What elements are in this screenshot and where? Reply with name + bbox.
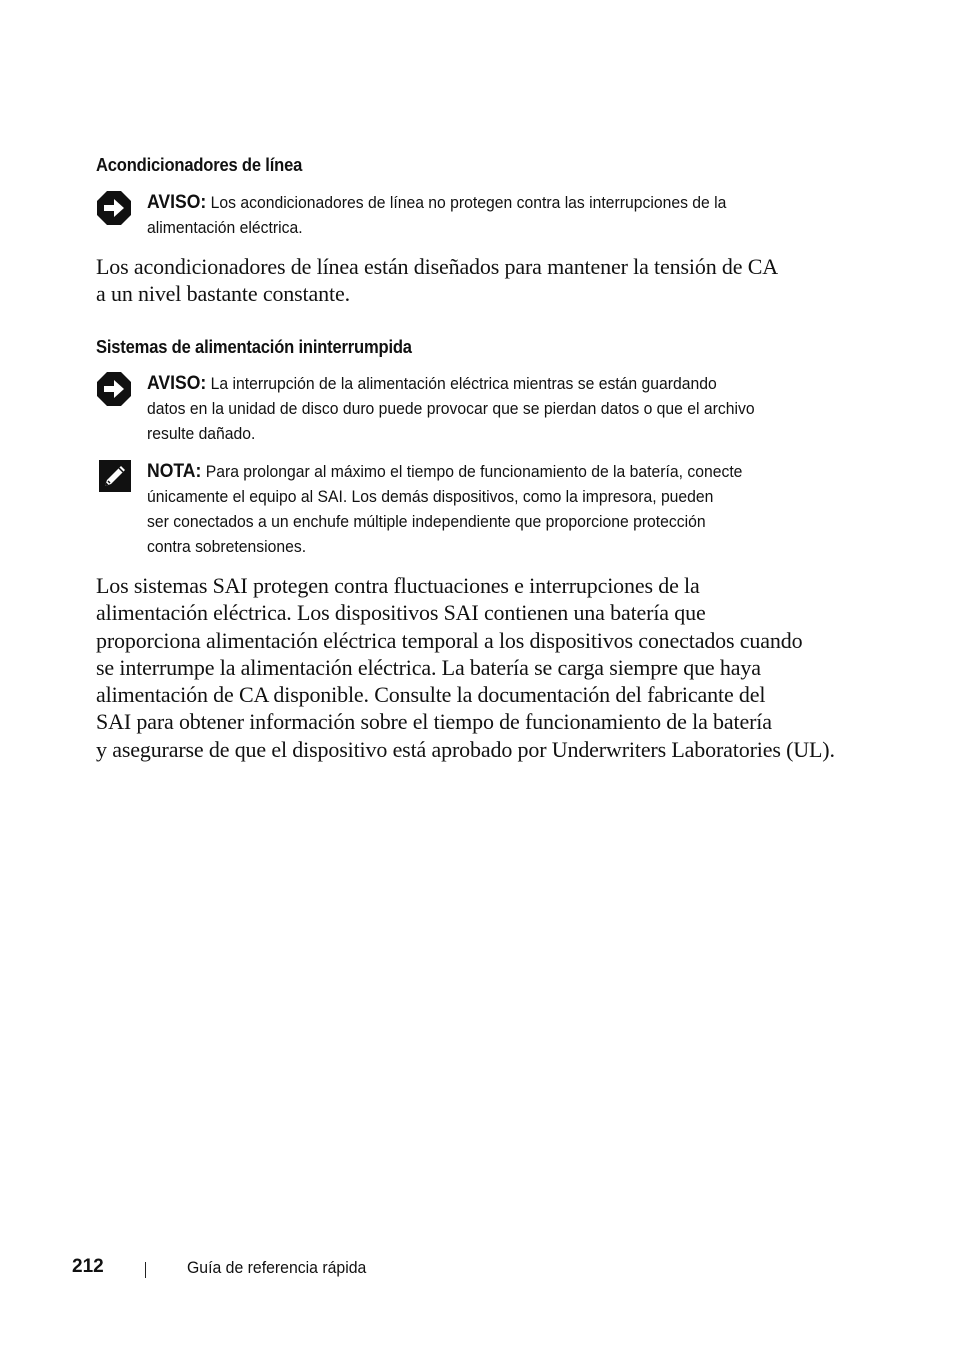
note-pencil-icon [99,460,131,492]
footer-title: Guía de referencia rápida [187,1258,367,1277]
paragraph-line: Los sistemas SAI protegen contra fluctuaciones e interrupciones de la [96,573,700,598]
notice-label: NOTA: [147,461,202,482]
page-number: 212 [72,1256,104,1277]
notice-text [147,371,818,446]
paragraph-line: proporciona alimentación eléctrica temporal a los dispositivos conectados cuando [96,627,803,653]
notice-body-line: Los acondicionadores de línea no protegen contra las interrupciones de la [210,193,727,212]
notice-body-line: datos en la unidad de disco duro puede provocar que se pierdan datos o que el archivo [147,399,755,418]
notice-label: AVISO: [147,373,207,394]
paragraph-line: alimentación eléctrica. Los dispositivos SAI contienen una batería que [96,600,706,626]
notice-arrow-icon [96,371,132,407]
notice-body-line: Para prolongar al máximo el tiempo de funcionamiento de la batería, conecte [205,462,743,481]
notice-text [147,459,818,559]
section-heading-ups: Sistemas de alimentación ininterrumpida [96,337,412,357]
paragraph-line: se interrumpe la alimentación eléctrica. La batería se carga siempre que haya [96,654,761,680]
paragraph-line: alimentación de CA disponible. Consulte la documentación del fabricante del [96,682,766,708]
notice-text [147,190,818,240]
paragraph-line: a un nivel bastante constante. [96,281,350,307]
notice-body-line: resulte dañado. [147,424,256,443]
notice-body-line: únicamente el equipo al SAI. Los demás dispositivos, como la impresora, pueden [147,487,714,506]
notice-label: AVISO: [147,192,207,213]
notice-body-line: alimentación eléctrica. [147,218,303,237]
body-paragraph [96,572,836,763]
footer-separator [145,1262,146,1278]
notice-nota [96,459,836,563]
notice-aviso [96,190,836,242]
notice-body-line: La interrupción de la alimentación eléctrica mientras se están guardando [210,374,717,393]
paragraph-line: SAI para obtener información sobre el tiempo de funcionamiento de la batería [96,709,772,735]
notice-body-line: contra sobretensiones. [147,537,307,556]
notice-arrow-icon [96,190,132,226]
notice-aviso [96,371,836,449]
body-paragraph [96,253,836,308]
section-heading-line-conditioners: Acondicionadores de línea [96,155,303,175]
paragraph-line: Los acondicionadores de línea están diseñados para mantener la tensión de CA [96,254,778,279]
notice-body-line: ser conectados a un enchufe múltiple independiente que proporcione protección [147,512,706,531]
paragraph-line: y asegurarse de que el dispositivo está aprobado por Underwriters Laboratories (UL). [96,736,835,762]
